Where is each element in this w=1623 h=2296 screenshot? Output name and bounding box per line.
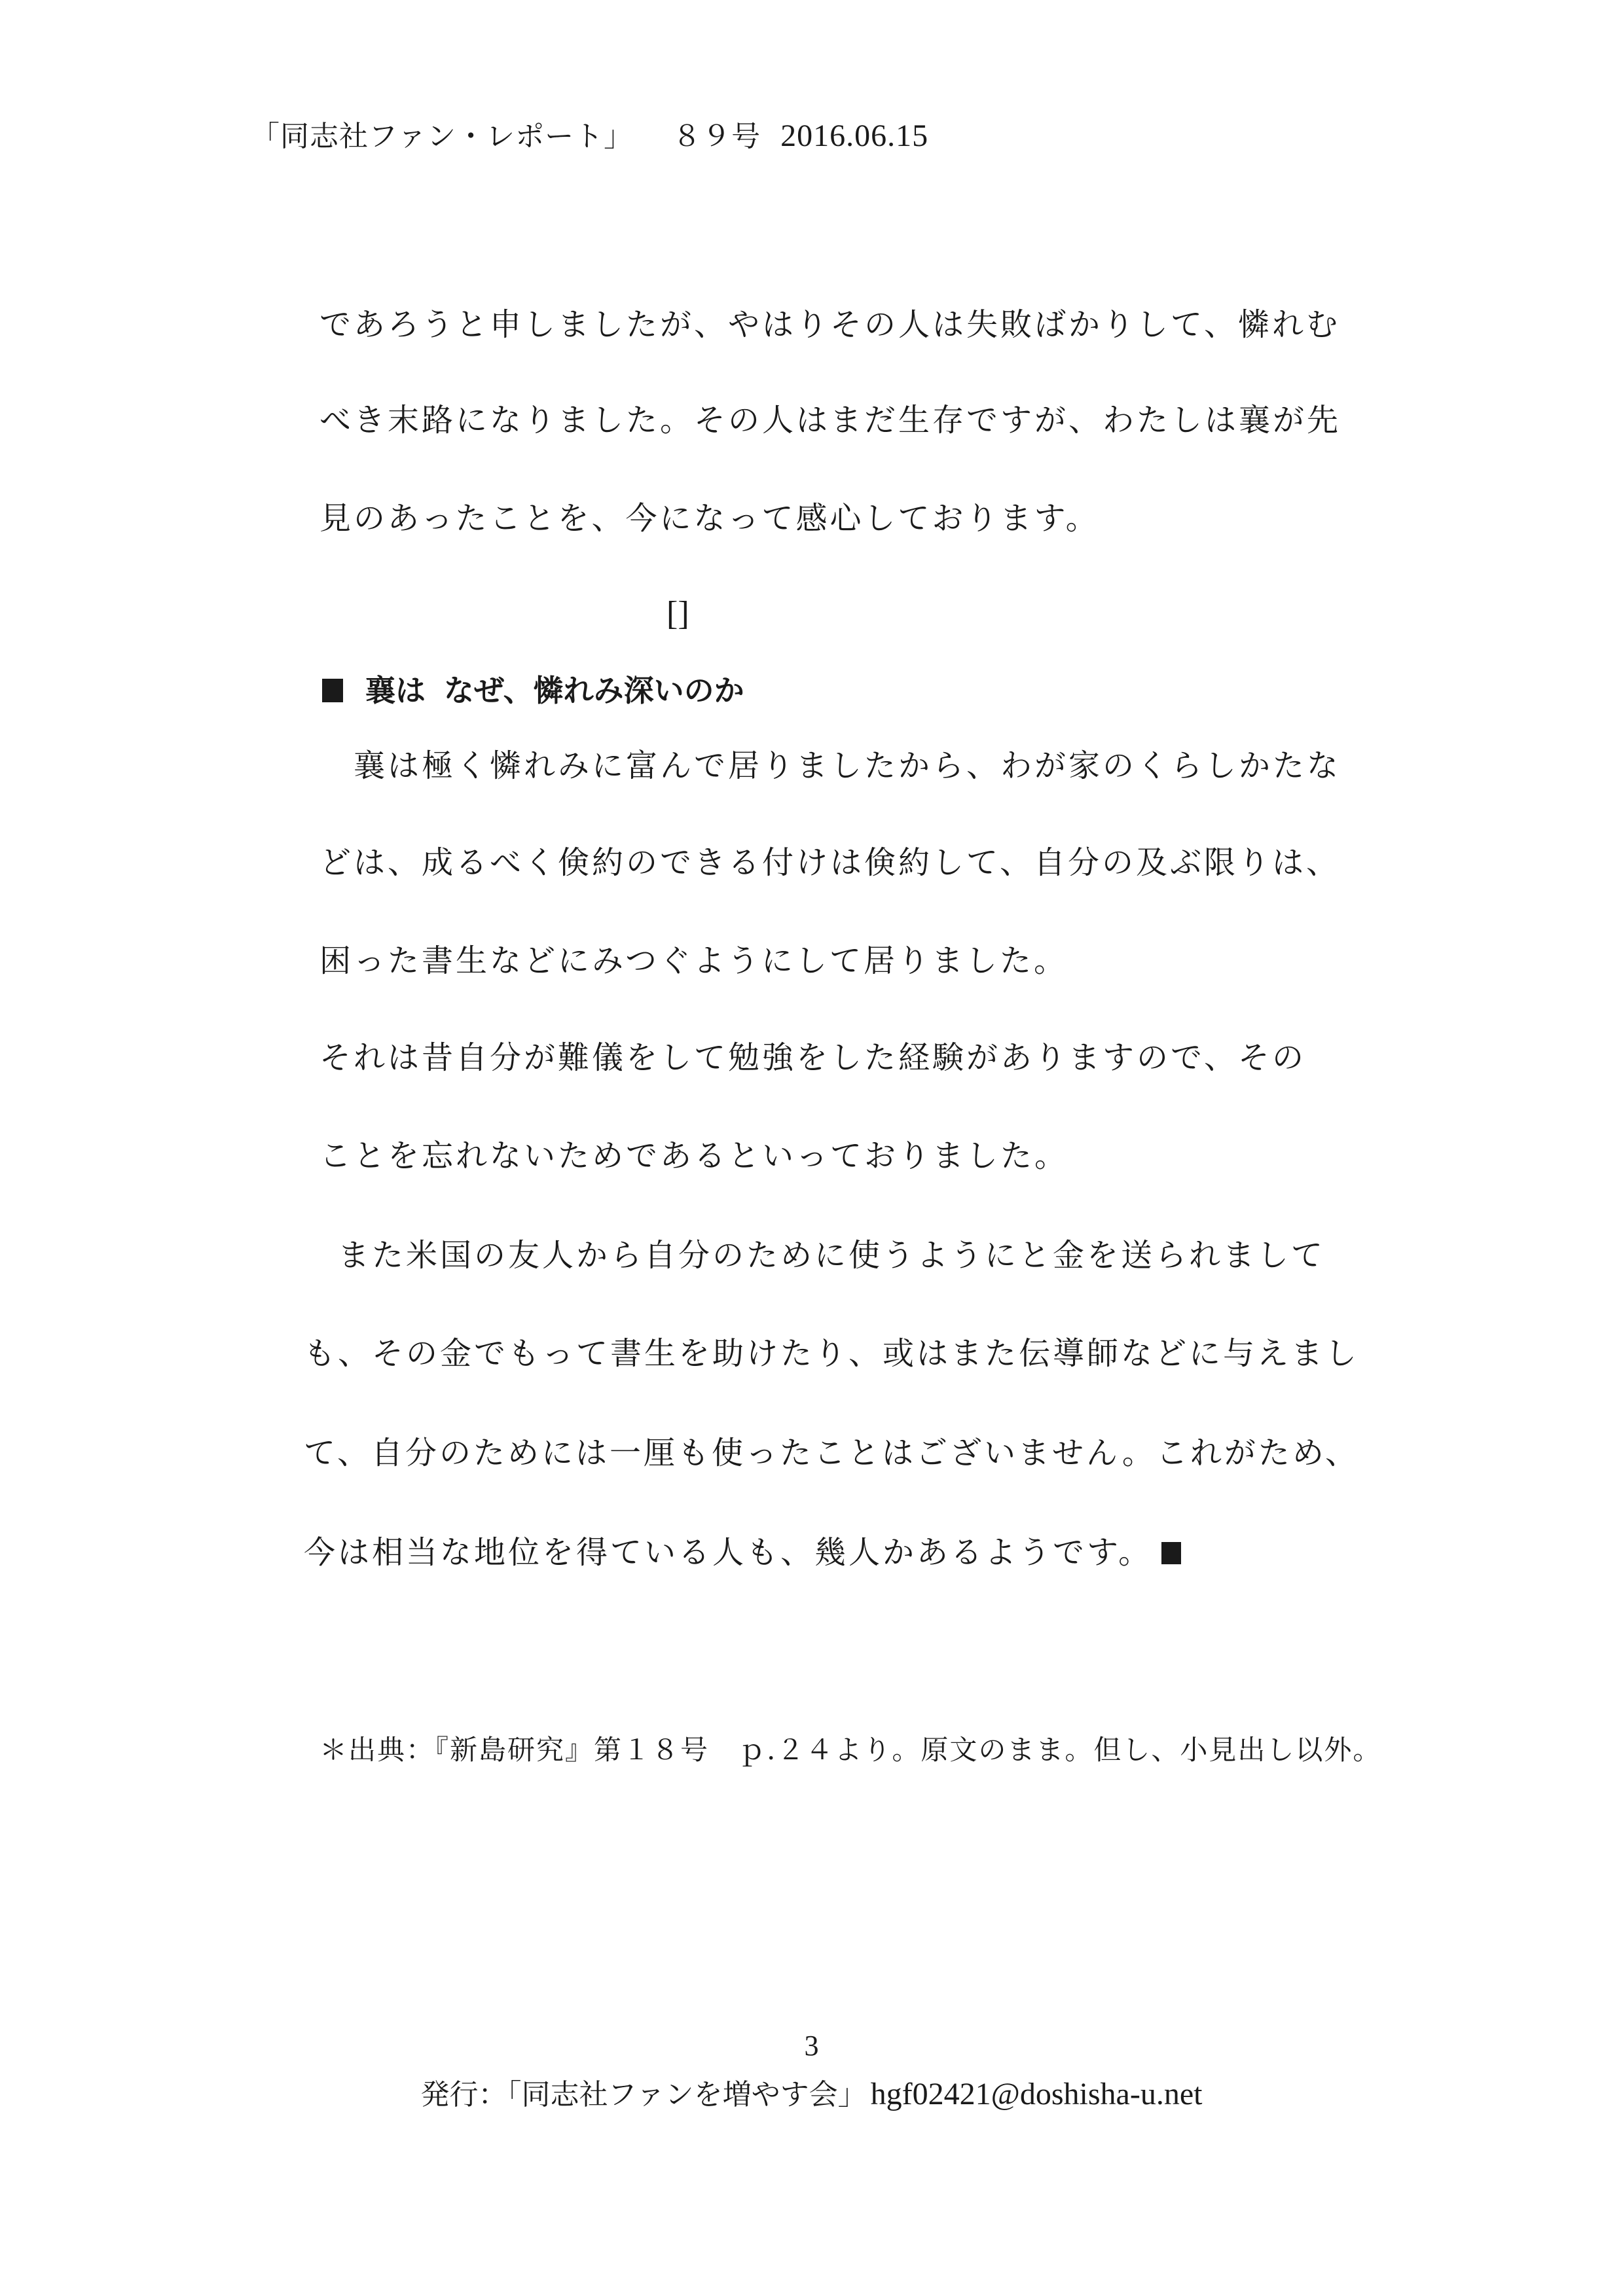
body-text-line: ことを忘れないためであるといっておりました。 xyxy=(319,1138,1069,1174)
issue-number: ８９号 xyxy=(672,120,761,153)
body-text-final: 今は相当な地位を得ている人も、幾人かあるようです。 xyxy=(304,1534,1153,1571)
body-text-line: どは、成るべく倹約のできる付けは倹約して、自分の及ぶ限りは、 xyxy=(319,844,1341,881)
publication-title: 「同志社ファン・レポート」 xyxy=(251,120,634,153)
page-number: 3 xyxy=(804,2030,819,2062)
body-text-line: 見のあったことを、今になって感心しております。 xyxy=(319,500,1100,537)
body-text-line: また米国の友人から自分のために使うようにと金を送られまして xyxy=(304,1237,1326,1274)
body-text-line: べき末路になりました。その人はまだ生存ですが、わたしは襄が先 xyxy=(319,402,1341,439)
body-text-line: も、その金でもって書生を助けたり、或はまた伝導師などに与えまし xyxy=(304,1335,1360,1372)
source-footnote: ＊出典：『新島研究』第１８号 ｐ.２４より。原文のまま。但し、小見出し以外。 xyxy=(319,1734,1382,1766)
page-header xyxy=(251,120,928,152)
body-text-line: 困った書生などにみつぐようにして居りました。 xyxy=(319,942,1068,979)
end-mark-square-icon xyxy=(1161,1542,1181,1564)
body-text-line-last xyxy=(304,1534,1181,1571)
body-text-line: て、自分のためには一厘も使ったことはございません。これがため、 xyxy=(304,1435,1360,1471)
body-text-line: であろうと申しましたが、やはりその人は失敗ばかりして、憐れむ xyxy=(319,306,1341,343)
publisher-label: 発行：「同志社ファンを増やす会」 xyxy=(420,2078,867,2111)
body-text-line: それは昔自分が難儀をして勉強をした経験がありますので、その xyxy=(319,1039,1307,1076)
heading-text-part2: なぜ、憐れみ深いのか xyxy=(444,673,744,708)
heading-bullet-square-icon xyxy=(322,679,343,702)
section-heading xyxy=(322,675,744,706)
heading-text-part1: 襄は xyxy=(365,673,426,708)
publisher-footer xyxy=(0,2079,1623,2110)
bracket-mark: [] xyxy=(666,595,689,632)
publisher-email: hgf02421@doshisha-u.net xyxy=(870,2077,1203,2111)
body-text-line: 襄は極く憐れみに富んで居りましたから、わが家のくらしかたな xyxy=(319,747,1341,784)
issue-date: 2016.06.15 xyxy=(780,118,929,153)
